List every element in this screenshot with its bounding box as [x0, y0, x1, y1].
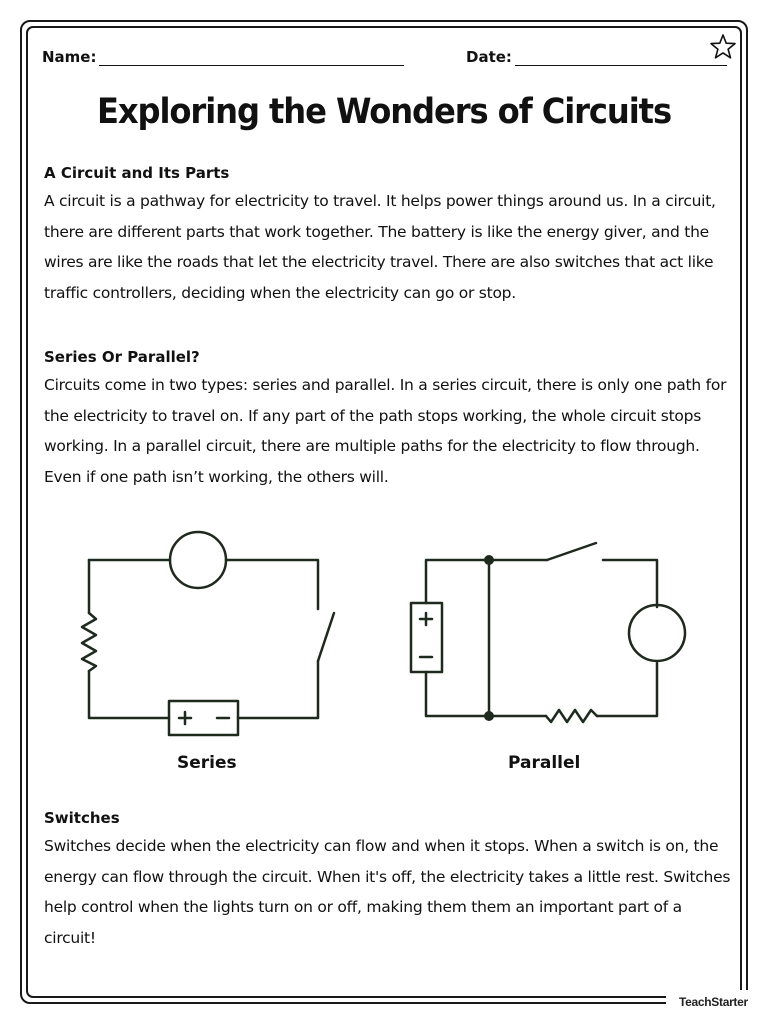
teachstarter-logo: TeachStarter	[679, 995, 748, 1009]
series-wire-left	[89, 560, 169, 718]
section-body: Circuits come in two types: series and parallel. In a series circuit, there is only one path for the electricity to travel on. If any part of the path stops working, the whole circuit stops working. In a parallel circuit, there are multiple paths for the electricity to flow through. Even if one path isn’t working, the others will.	[44, 376, 727, 487]
parallel-junction-bottom	[484, 711, 494, 721]
parallel-circuit-diagram	[411, 543, 685, 722]
section-circuit-parts	[44, 163, 734, 309]
section-heading: Series Or Parallel?	[44, 348, 200, 366]
series-wire-top	[89, 560, 318, 609]
section-heading: Switches	[44, 809, 120, 827]
series-switch-icon	[318, 613, 334, 661]
date-field[interactable]	[466, 48, 732, 66]
name-field[interactable]	[42, 48, 404, 66]
section-heading: A Circuit and Its Parts	[44, 164, 230, 182]
name-date-row	[42, 48, 732, 72]
parallel-battery-plus	[420, 613, 432, 625]
name-line[interactable]	[99, 48, 404, 66]
date-label: Date:	[466, 48, 512, 66]
parallel-wire-top-left	[426, 560, 547, 603]
series-caption: Series	[177, 753, 237, 773]
series-resistor-icon	[82, 613, 96, 671]
parallel-resistor-icon	[546, 710, 597, 722]
parallel-junction-top	[484, 555, 494, 565]
parallel-caption: Parallel	[508, 753, 581, 773]
series-battery-plus	[179, 712, 191, 724]
series-wire-right	[238, 661, 318, 718]
section-body: A circuit is a pathway for electricity to travel. It helps power things around us. In a circuit, there are different parts that work together. The battery is like the energy giver, and the wires are like the roads that let the electricity travel. There are also switches that act like traffic controllers, deciding when the electricity can go or stop.	[44, 192, 716, 303]
parallel-bulb-icon	[629, 605, 685, 661]
parallel-wire-right	[597, 663, 657, 716]
section-body: Switches decide when the electricity can flow and when it stops. When a switch is on, the energy can flow through the circuit. When it's off, the electricity takes a little rest. Switches help control when the lights turn on or off, making them them an important part of a circuit!	[44, 837, 731, 948]
section-series-parallel	[44, 347, 734, 493]
name-label: Name:	[42, 48, 97, 66]
series-circuit-diagram	[82, 532, 334, 735]
parallel-switch-icon	[547, 543, 596, 560]
parallel-wire-top-right	[603, 560, 657, 607]
circuit-diagrams	[60, 525, 720, 785]
parallel-wire-bottom	[426, 672, 546, 716]
series-bulb-icon	[170, 532, 226, 588]
worksheet-title: Exploring the Wonders of Circuits	[96, 92, 672, 132]
section-switches	[44, 808, 734, 954]
date-line[interactable]	[515, 48, 727, 66]
